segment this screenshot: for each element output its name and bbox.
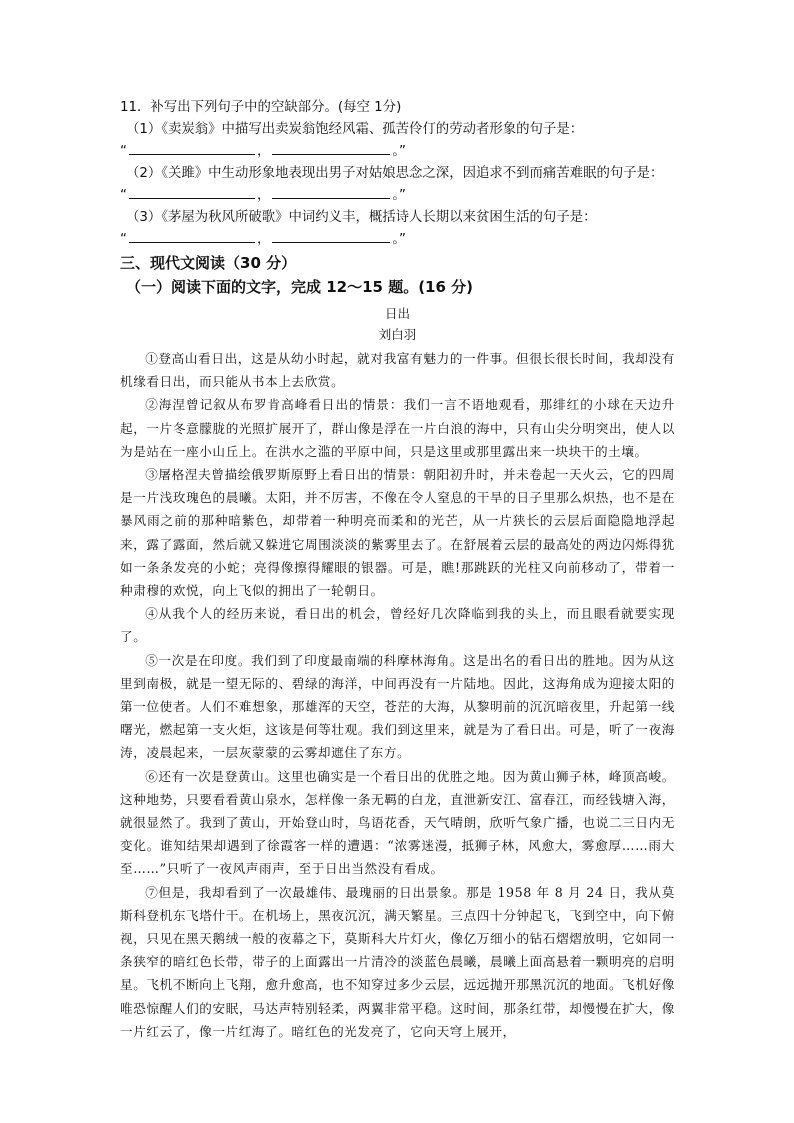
- article-paragraph-4: ④从我个人的经历来说，看日出的机会，曾经好几次降临到我的头上，而且眼看就要实现了。: [120, 606, 675, 645]
- open-quote: “: [120, 232, 127, 247]
- question-11-item-3-blanks: [120, 229, 675, 251]
- question-11-heading: 11．补写出下列句子中的空缺部分。(每空 1分): [120, 100, 402, 115]
- answer-blank[interactable]: [272, 186, 390, 199]
- question-11-item-2-blanks: [120, 185, 675, 207]
- article-paragraph-7: ⑦但是，我却看到了一次最雄伟、最瑰丽的日出景象。那是 1958 年 8 月 24 日，我从莫斯科登机东飞塔什干。在机场上，黑夜沉沉，满天繁星。三点四十分钟起飞，飞到空中，向下俯视，只见在黑天鹅绒一般的夜幕之下，莫斯科大片灯火，像亿万细小的钻石熠熠放明，它如同一条狭窄的暗红色长带，带子的上面露出一片清冷的淡蓝色晨曦，晨曦上面高悬着一颗明亮的启明星。飞机不断向上飞翔，愈升愈高，也不知穿过多少云层，远远抛开那黑沉沉的地面。飞机好像唯恐惊醒人们的安眠，马达声特别轻柔，两翼非常平稳。这时间，那条红带，却慢慢在扩大，像一片红云了，像一片红海了。暗红色的光发亮了，它向天穹上展开，: [120, 884, 675, 1039]
- comma: ，: [256, 188, 271, 203]
- answer-blank[interactable]: [129, 186, 255, 199]
- close-quote: 。”: [392, 144, 406, 159]
- open-quote: “: [120, 144, 127, 159]
- answer-blank[interactable]: [272, 230, 390, 243]
- close-quote: 。”: [392, 188, 406, 203]
- article-paragraph-1: ①登高山看日出，这是从幼小时起，就对我富有魅力的一件事。但很长很长时间，我却没有机缘看日出，而只能从书本上去欣赏。: [120, 351, 675, 390]
- document-page: [120, 97, 675, 1043]
- question-11-item-3: （3）《茅屋为秋风所破歌》中词约义丰，概括诗人长期以来贫困生活的句子是：: [126, 210, 597, 225]
- article-paragraph-2: ②海涅曾记叙从布罗肯高峰看日出的情景：我们一言不语地观看，那绯红的小球在天边升起，一片冬意朦胧的光照扩展开了，群山像是浮在一片白浪的海中，只有山尖分明突出，使人以为是站在一座小山丘上。在洪水之滥的平原中间，只是这里或那里露出来一块块干的土壤。: [120, 397, 675, 459]
- question-11-item-2: （2）《关雎》中生动形象地表现出男子对姑娘思念之深，因追求不到而痛苦难眠的句子是：: [126, 166, 664, 181]
- article-title: 日出: [384, 306, 410, 321]
- close-quote: 。”: [392, 232, 406, 247]
- comma: ，: [256, 144, 271, 159]
- section-3-heading: 三、现代文阅读（30 分）: [120, 254, 297, 272]
- comma: ，: [256, 232, 271, 247]
- article-paragraph-6: ⑥还有一次是登黄山。这里也确实是一个看日出的优胜之地。因为黄山狮子林，峰顶高峻。这种地势，只要看看黄山泉水，怎样像一条无羁的白龙，直泄新安江、富春江，而经钱塘入海，就很显然了。我到了黄山，开始登山时，鸟语花香，天气晴朗，欣听气象广播，也说二三日内无变化。谁知结果却遇到了徐霞客一样的遭遇：“浓雾迷漫，抵狮子林，风愈大，雾愈厚……雨大至……”只听了一夜风声雨声，至于日出当然没有看成。: [120, 768, 675, 877]
- article-paragraph-5: ⑤一次是在印度。我们到了印度最南端的科摩林海角。这是出名的看日出的胜地。因为从这里到南极，就是一望无际的、碧绿的海洋，中间再没有一片陆地。因此，这海角成为迎接太阳的第一位使者。人们不难想象，那雄浑的天空，苍茫的大海，从黎明前的沉沉暗夜里，升起第一线曙光，燃起第一支火炬，这该是何等壮观。我们到这里来，就是为了看日出。可是，听了一夜海涛，凌晨起来，一层灰蒙蒙的云雾却遮住了东方。: [120, 652, 675, 761]
- section-3-sub-heading: （一）阅读下面的文字，完成 12～15 题。(16 分): [126, 278, 474, 296]
- answer-blank[interactable]: [129, 142, 255, 155]
- answer-blank[interactable]: [272, 142, 390, 155]
- question-11-item-1: （1）《卖炭翁》中描写出卖炭翁饱经风霜、孤苦伶仃的劳动者形象的句子是：: [126, 122, 584, 137]
- question-11-item-1-blanks: [120, 141, 675, 163]
- answer-blank[interactable]: [129, 230, 255, 243]
- article-author: 刘白羽: [378, 327, 417, 342]
- open-quote: “: [120, 188, 127, 203]
- article-paragraph-3: ③屠格涅夫曾描绘俄罗斯原野上看日出的情景：朝阳初升时，并未卷起一天火云，它的四周是一片浅玫瑰色的晨曦。太阳，并不厉害，不像在令人窒息的干旱的日子里那么炽热，也不是在暴风雨之前的那种暗紫色，却带着一种明亮而柔和的光芒，从一片狭长的云层后面隐隐地浮起来，露了露面，然后就又躲进它周围淡淡的紫雾里去了。在舒展着云层的最高处的两边闪烁得犹如一条条发亮的小蛇；亮得像擦得耀眼的银器。可是，瞧!那跳跃的光柱又向前移动了，带着一种肃穆的欢悦，向上飞似的拥出了一轮朝日。: [120, 467, 675, 599]
